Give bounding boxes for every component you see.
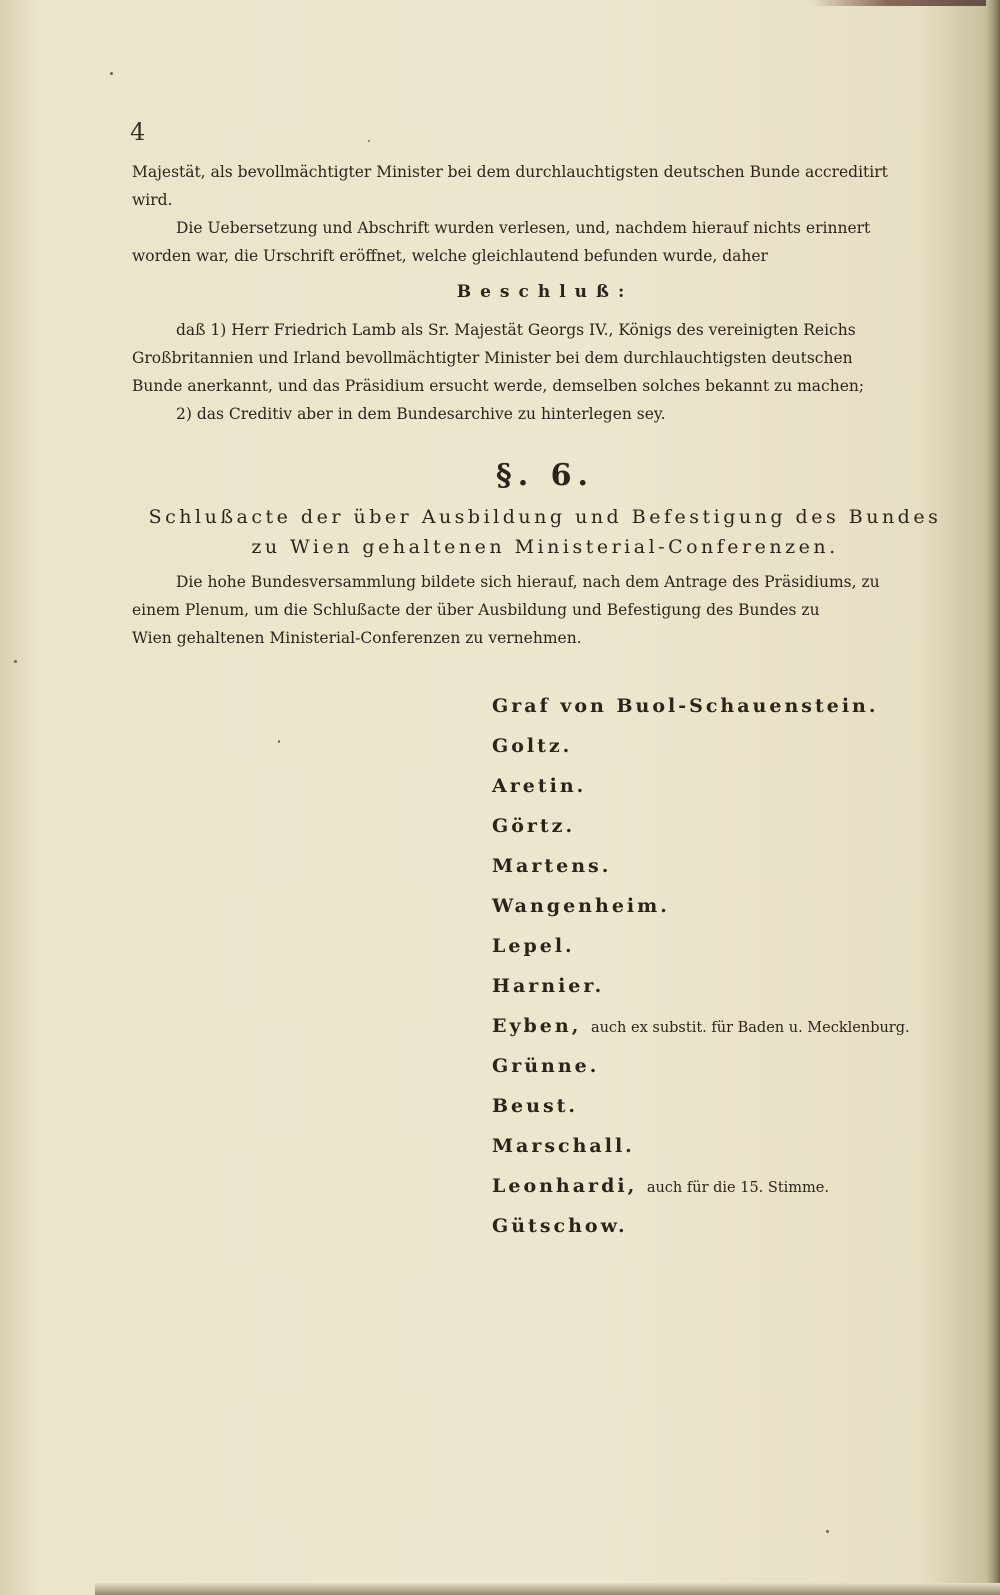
signatory bbox=[492, 1006, 962, 1046]
section-title-line: zu Wien gehaltenen Ministerial-Conferenzen. bbox=[251, 536, 839, 558]
signatory-note: auch für die 15. Stimme. bbox=[646, 1180, 829, 1196]
signatory bbox=[492, 966, 962, 1006]
text-line: Die hohe Bundesversammlung bildete sich hierauf, nach dem Antrage des Präsidiums, zu bbox=[176, 573, 880, 591]
text-line: Die Uebersetzung und Abschrift wurden verlesen, und, nachdem hierauf nichts erinnert bbox=[176, 219, 871, 237]
text-line: Majestät, als bevollmächtigter Minister bei dem durchlauchtigsten deutschen Bunde accreditirt bbox=[132, 163, 888, 181]
text-line: daß 1) Herr Friedrich Lamb als Sr. Majestät Georgs IV., Königs des vereinigten Reichs bbox=[176, 321, 856, 339]
signatory bbox=[492, 926, 962, 966]
signatory-name: Beust. bbox=[492, 1095, 579, 1117]
signatory bbox=[492, 1046, 962, 1086]
signatory-name: Martens. bbox=[492, 855, 612, 877]
paper-speck bbox=[14, 660, 17, 663]
text-line: wird. bbox=[132, 191, 173, 209]
signatory bbox=[492, 1206, 962, 1246]
signatory-name: Gütschow. bbox=[492, 1215, 628, 1237]
signatory-name: Marschall. bbox=[492, 1135, 635, 1157]
text-line: 2) das Creditiv aber in dem Bundesarchive zu hinterlegen sey. bbox=[176, 405, 666, 423]
signatory-name: Lepel. bbox=[492, 935, 575, 957]
text-line: einem Plenum, um die Schlußacte der über Ausbildung und Befestigung des Bundes zu bbox=[132, 601, 820, 619]
signatory-name: Goltz. bbox=[492, 735, 573, 757]
signatory bbox=[492, 806, 962, 846]
bottom-edge bbox=[95, 1583, 1000, 1595]
paper-speck bbox=[826, 1530, 829, 1533]
signatory bbox=[492, 886, 962, 926]
signatory-name: Graf von Buol-Schauenstein. bbox=[492, 695, 879, 717]
section-title-line: Schlußacte der über Ausbildung und Befestigung des Bundes bbox=[148, 506, 942, 528]
signatory-name: Eyben, bbox=[492, 1015, 582, 1037]
text-line: Großbritannien und Irland bevollmächtigter Minister bei dem durchlauchtigsten deutschen bbox=[132, 349, 853, 367]
paper-speck bbox=[368, 140, 370, 142]
text-line: Wien gehaltenen Ministerial-Conferenzen zu vernehmen. bbox=[132, 629, 582, 647]
signatory bbox=[492, 846, 962, 886]
signatory-name: Grünne. bbox=[492, 1055, 600, 1077]
section-title bbox=[132, 502, 958, 562]
signatory bbox=[492, 726, 962, 766]
paper-speck bbox=[110, 72, 113, 75]
signatory bbox=[492, 1086, 962, 1126]
signatory-name: Harnier. bbox=[492, 975, 605, 997]
text-line: worden war, die Urschrift eröffnet, welche gleichlautend befunden wurde, daher bbox=[132, 247, 768, 265]
signatory-note: auch ex substit. für Baden u. Mecklenburg. bbox=[590, 1020, 910, 1036]
signatory bbox=[492, 1126, 962, 1166]
signatory-name: Wangenheim. bbox=[492, 895, 670, 917]
section-body bbox=[132, 568, 958, 652]
resolution-heading: Beschluß: bbox=[456, 282, 634, 302]
paragraph-reading bbox=[132, 214, 958, 270]
top-edge-shadow bbox=[810, 0, 1000, 6]
section-number: §. 6. bbox=[496, 458, 594, 493]
text-line: Bunde anerkannt, und das Präsidium ersucht werde, demselben solches bekannt zu machen; bbox=[132, 377, 865, 395]
binding-edge bbox=[986, 0, 1000, 1595]
signatory-list bbox=[492, 686, 962, 1246]
resolution-text bbox=[132, 316, 958, 428]
signatory bbox=[492, 686, 962, 726]
signatory-name: Görtz. bbox=[492, 815, 576, 837]
paper-speck bbox=[278, 740, 280, 743]
signatory bbox=[492, 1166, 962, 1206]
paragraph-credentials bbox=[132, 158, 958, 214]
page-number: 4 bbox=[130, 118, 146, 146]
signatory-name: Leonhardi, bbox=[492, 1175, 638, 1197]
signatory bbox=[492, 766, 962, 806]
signatory-name: Aretin. bbox=[492, 775, 587, 797]
